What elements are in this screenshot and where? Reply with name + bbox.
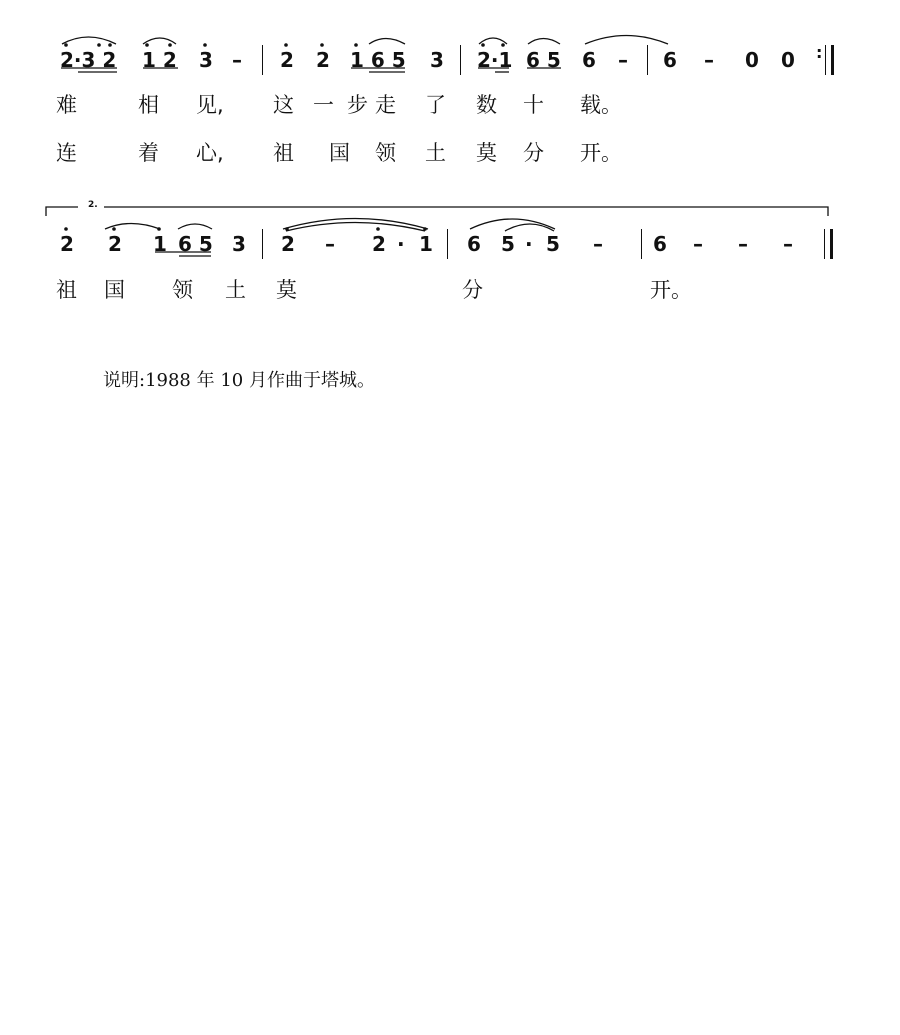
lyric-syllable: 开。 [650,278,692,302]
note: 2 [372,232,386,256]
octave-dot [112,227,116,231]
dash: – [704,48,714,72]
octave-dot [64,227,68,231]
octave-dot [108,43,112,47]
slur [528,39,560,45]
octave-dot [501,43,505,47]
rest: 0 [745,48,759,72]
lyric-syllable: 这 [273,93,294,117]
dot: · [525,232,533,256]
lyric-syllable: 莫 [476,141,497,165]
slur [143,38,176,44]
footnote: 说明:1988 年 10 月作曲于塔城。 [103,370,375,391]
octave-dot [145,43,149,47]
note: 3 [430,48,444,72]
note: 6 [582,48,596,72]
octave-dot [423,227,427,231]
dash: – [232,48,242,72]
rest: 0 [781,48,795,72]
lyric-syllable: 了 [425,93,446,117]
lyric-syllable: 一 [313,93,334,117]
tie [585,36,668,45]
lyric-syllable: 领 [375,141,396,165]
note: 2 [108,232,122,256]
lyric-syllable: 载。 [580,93,622,117]
note: 3 [232,232,246,256]
octave-dot [157,227,161,231]
octave-dot [64,43,68,47]
note-group: 2·3 2 [60,48,117,72]
note-group: 2·1 [477,48,513,72]
lyric-syllable: 分 [462,278,483,302]
lyric-syllable: 见, [196,93,224,117]
lyric-syllable: 着 [138,141,159,165]
lyric-syllable: 开。 [580,141,622,165]
slur [178,224,212,229]
dash: – [618,48,628,72]
octave-dot [168,43,172,47]
note: 2 [281,232,295,256]
note: 6 [663,48,677,72]
octave-dot [376,227,380,231]
note: 5 [501,232,515,256]
note: 2 [60,232,74,256]
note: 1 [153,232,167,256]
slur [62,37,116,44]
lyric-syllable: 数 [476,93,497,117]
lyric-syllable: 十 [523,93,544,117]
octave-dot [481,43,485,47]
lyric-syllable: 步 [347,93,368,117]
lyric-syllable: 土 [225,278,246,302]
volta-bracket [46,207,78,216]
lyric-syllable: 领 [172,278,193,302]
note: 6 [467,232,481,256]
lyric-syllable: 走 [375,93,396,117]
dash: – [325,232,335,256]
note: 2 [280,48,294,72]
note-group: 1 6 5 [350,48,406,72]
octave-dot [285,227,289,231]
lyric-syllable: 莫 [276,278,297,302]
lyric-syllable: 土 [425,141,446,165]
note: 3 [199,48,213,72]
volta-bracket [104,207,828,216]
volta-label: 2. [88,200,98,210]
note-group: 1 2 [142,48,177,72]
lyric-syllable: 相 [138,93,159,117]
octave-dot [284,43,288,47]
dash: – [738,232,748,256]
slur [479,38,507,44]
dash: – [783,232,793,256]
note: 6 [653,232,667,256]
lyric-syllable: 祖 [56,278,77,302]
dot: · [397,232,405,256]
note-group: 6 5 [178,232,213,256]
lyric-syllable: 祖 [273,141,294,165]
slur [369,39,405,45]
lyric-syllable: 连 [56,141,77,165]
octave-dot [320,43,324,47]
lyric-syllable: 难 [56,93,77,117]
note: 1 [419,232,433,256]
lyric-syllable: 国 [104,278,125,302]
octave-dot [203,43,207,47]
note: 2 [316,48,330,72]
lyric-syllable: 分 [523,141,544,165]
dash: – [693,232,703,256]
note-group: 6 5 [526,48,561,72]
repeat-dots: : [816,43,823,62]
octave-dot [97,43,101,47]
lyric-syllable: 国 [329,141,350,165]
lyric-syllable: 心, [196,141,224,165]
octave-dot [354,43,358,47]
note: 5 [546,232,560,256]
dash: – [593,232,603,256]
